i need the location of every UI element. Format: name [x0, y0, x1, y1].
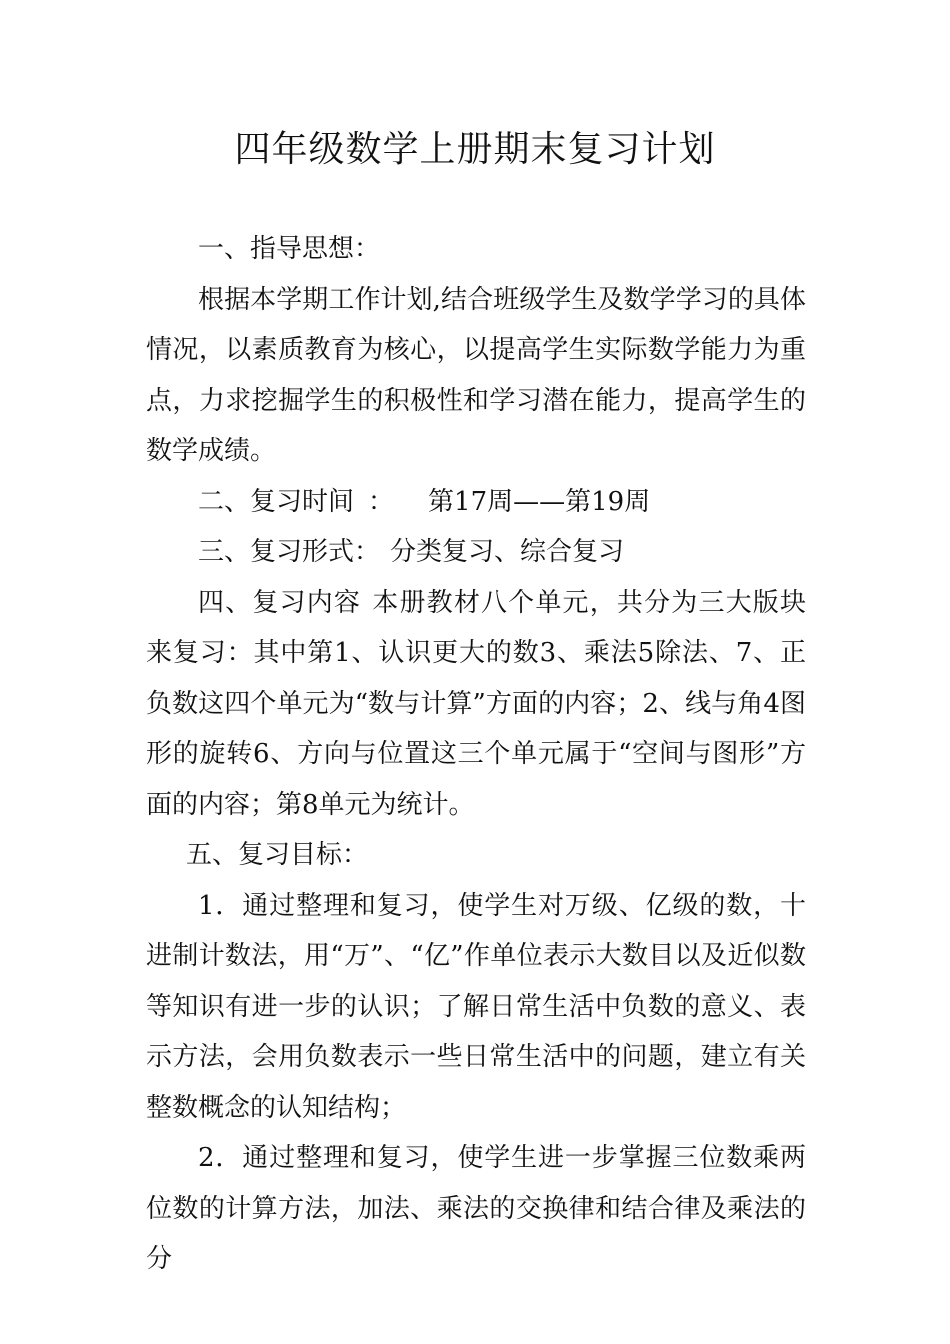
review-form-value: 分类复习、综合复习	[390, 537, 625, 567]
review-time-line	[146, 477, 806, 528]
review-content-paragraph	[146, 578, 806, 831]
document-body	[146, 224, 806, 1285]
review-time-value: 第17周——第19周	[428, 486, 651, 517]
review-time-colon: ：	[368, 486, 395, 517]
review-content-label: 四、复习内容	[198, 587, 362, 618]
goals-heading: 五、复习目标：	[186, 840, 369, 870]
review-form-line	[146, 527, 806, 578]
goal-1: 1．通过整理和复习，使学生对万级、亿级的数，十进制计数法，用“万”、“亿”作单位表示大数目以及近似数等知识有进一步的认识；了解日常生活中负数的意义、表示方法，会用负数表示一些日常生活中的问题，建立有关整数概念的认知结构；	[146, 890, 806, 1123]
goal-2: 2．通过整理和复习，使学生进一步掌握三位数乘两位数的计算方法，加法、乘法的交换律和结合律及乘法的分	[146, 1143, 806, 1274]
page-title: 四年级数学上册期末复习计划	[234, 129, 716, 170]
review-content-body: 本册教材八个单元，共分为三大版块来复习：其中第1、认识更大的数3、乘法5除法、7、正负数这四个单元为“数与计算”方面的内容；2、线与角4图形的旋转6、方向与位置这三个单元属于“空间与图形”方面的内容；第8单元为统计。	[146, 587, 806, 820]
review-form-label: 三、复习形式：	[198, 537, 381, 567]
guiding-heading: 一、指导思想：	[198, 234, 381, 264]
guiding-body: 根据本学期工作计划,结合班级学生及数学学习的具体情况，以素质教育为核心，以提高学生实际数学能力为重点，力求挖掘学生的积极性和学习潜在能力，提高学生的数学成绩。	[146, 284, 806, 466]
review-time-label: 二、复习时间	[198, 486, 355, 517]
